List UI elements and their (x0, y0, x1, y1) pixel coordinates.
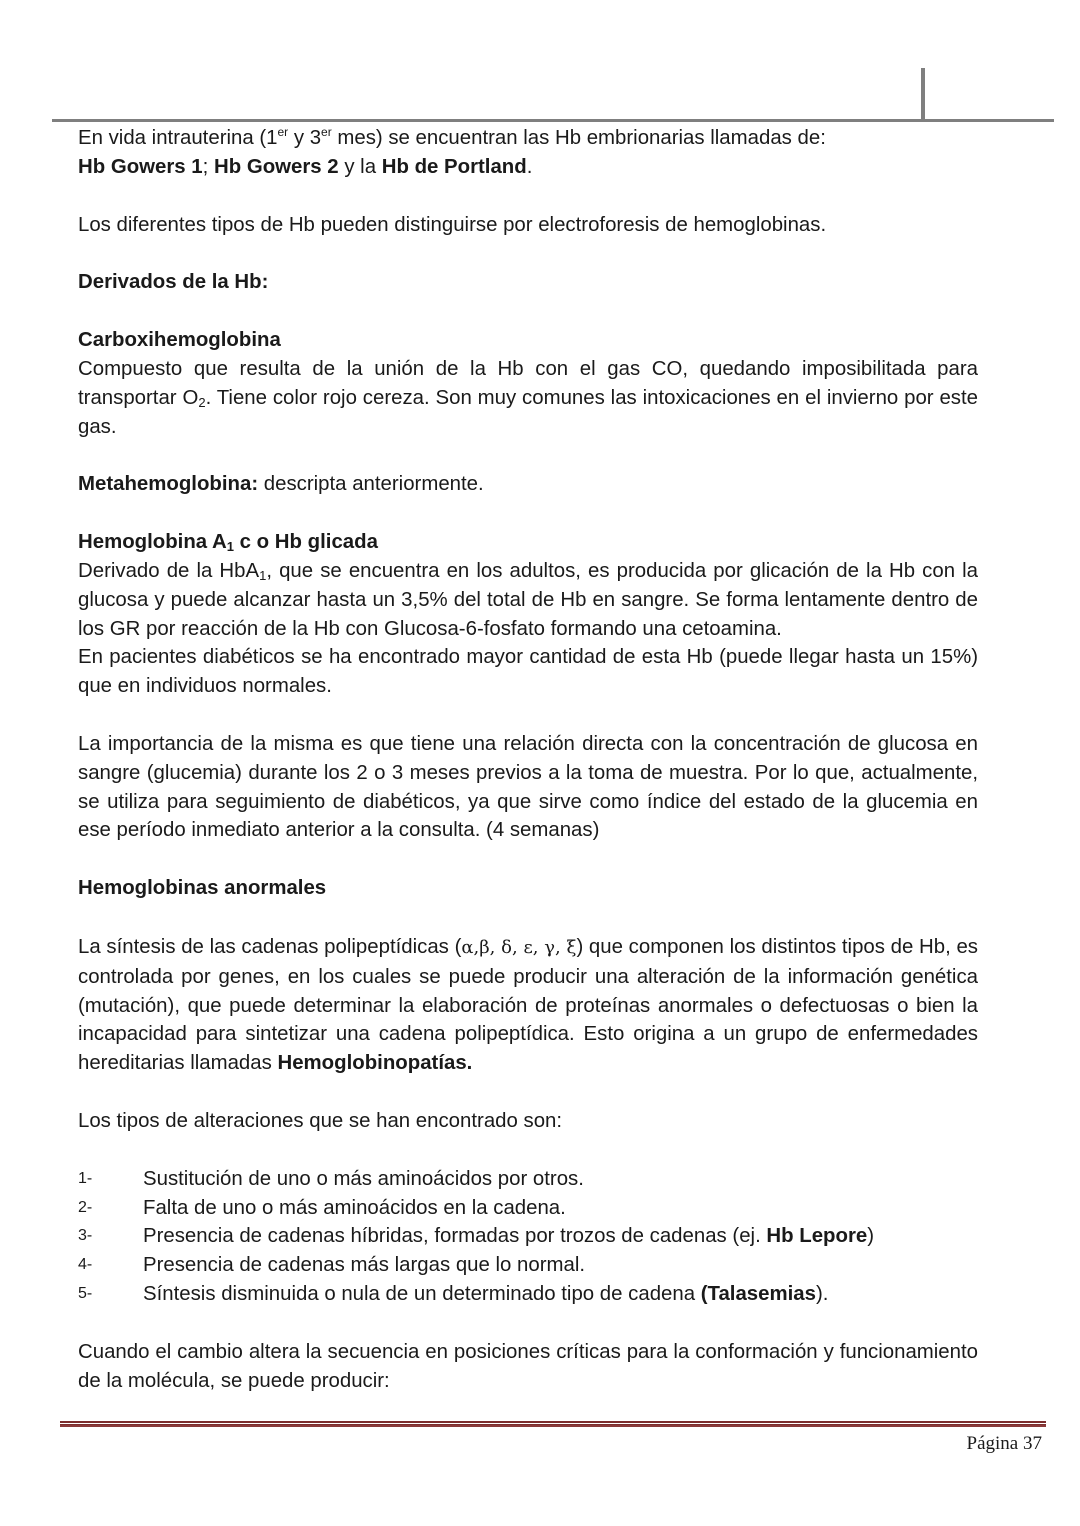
page-body (78, 124, 978, 1395)
hb-gowers-2: Hb Gowers 2 (214, 155, 339, 178)
header-corner-rule (921, 68, 925, 120)
anormales-paragraph: La síntesis de las cadenas polipeptídicas (α,β, δ, ε, γ, ξ) que componen los distintos tipos de Hb, es controlada por genes, en los cuales se puede producir una alteración de la información genética (mutación), que puede determinar la elaboración de proteínas anormales o defectuosas o bien la incapacidad para sintetizar una cadena polipeptídica. Esto origina a un grupo de enfermedades hereditarias llamadas Hemoglobinopatías. (78, 935, 979, 1075)
hb-gowers-1: Hb Gowers 1 (78, 155, 203, 178)
footer-rule (60, 1421, 1046, 1427)
list-item: 5- Síntesis disminuida o nula de un determinado tipo de cadena (Talasemias). (78, 1282, 829, 1305)
carboxi-paragraph: Compuesto que resulta de la unión de la Hb con el gas CO, quedando imposibilitada para transportar $O_2$. Tiene color rojo cereza. Son muy comunes las intoxicaciones en el invierno por este gas. (78, 357, 978, 438)
glicada-paragraph-2: En pacientes diabéticos se ha encontrado mayor cantidad de esta Hb (puede llegar hasta un 15%) que en individuos normales. (78, 646, 978, 698)
footer-rule-gap (60, 1423, 1046, 1424)
glicada-paragraph-3: La importancia de la misma es que tiene una relación directa con la concentración de glucosa en sangre (glucemia) durante los 2 o 3 meses previos a la toma de muestra. Por lo que, actualmente, se utiliza para seguimiento de diabéticos, ya que sirve como índice del estado de la glucemia en ese período inmediato anterior a la consulta. (4 semanas) (78, 732, 978, 842)
electroforesis-paragraph: Los diferentes tipos de Hb pueden distinguirse por electroforesis de hemoglobinas. (78, 213, 827, 236)
anormales-heading: Hemoglobinas anormales (78, 877, 327, 900)
alteraciones-list (78, 1165, 978, 1309)
list-item: 4- Presencia de cadenas más largas que lo normal. (78, 1254, 586, 1277)
carboxi-heading: Carboxihemoglobina (78, 329, 281, 352)
list-item: 1- Sustitución de uno o más aminoácidos por otros. (78, 1167, 584, 1190)
intro-line-1: En vida intrauterina (1er y 3er mes) se encuentran las Hb embrionarias llamadas de: (78, 125, 826, 149)
page-number: Página 37 (966, 1433, 1042, 1454)
glicada-paragraph-1: Derivado de la HbA$_1$, que se encuentra en los adultos, es producida por glicación de la Hb con la glucosa y puede alcanzar hasta un 3,5% del total de Hb en sangre. Se forma lentamente dentro de los GR por reacción de la Hb con Glucosa-6-fosfato formando una cetoamina. (78, 559, 978, 640)
intro-line-2: Hb Gowers 1; Hb Gowers 2 y la Hb de Portland. (78, 155, 533, 178)
derivados-heading: Derivados de la Hb: (78, 271, 269, 294)
header-rule (52, 119, 1054, 122)
greek-chains: α,β, δ, ε, γ, ξ (461, 936, 577, 958)
list-item: 2- Falta de uno o más aminoácidos en la cadena. (78, 1196, 566, 1219)
hb-portland: Hb de Portland (381, 155, 527, 178)
tipos-intro: Los tipos de alteraciones que se han encontrado son: (78, 1109, 563, 1132)
glicada-heading: Hemoglobina $A_1$ c o Hb glicada (78, 531, 378, 555)
closing-paragraph: Cuando el cambio altera la secuencia en posiciones críticas para la conformación y funcionamiento de la molécula, se puede producir: (78, 1340, 978, 1392)
list-item: 3- Presencia de cadenas híbridas, formadas por trozos de cadenas (ej. Hb Lepore) (78, 1225, 875, 1248)
metahemo-paragraph: Metahemoglobina: descripta anteriormente. (78, 473, 484, 496)
